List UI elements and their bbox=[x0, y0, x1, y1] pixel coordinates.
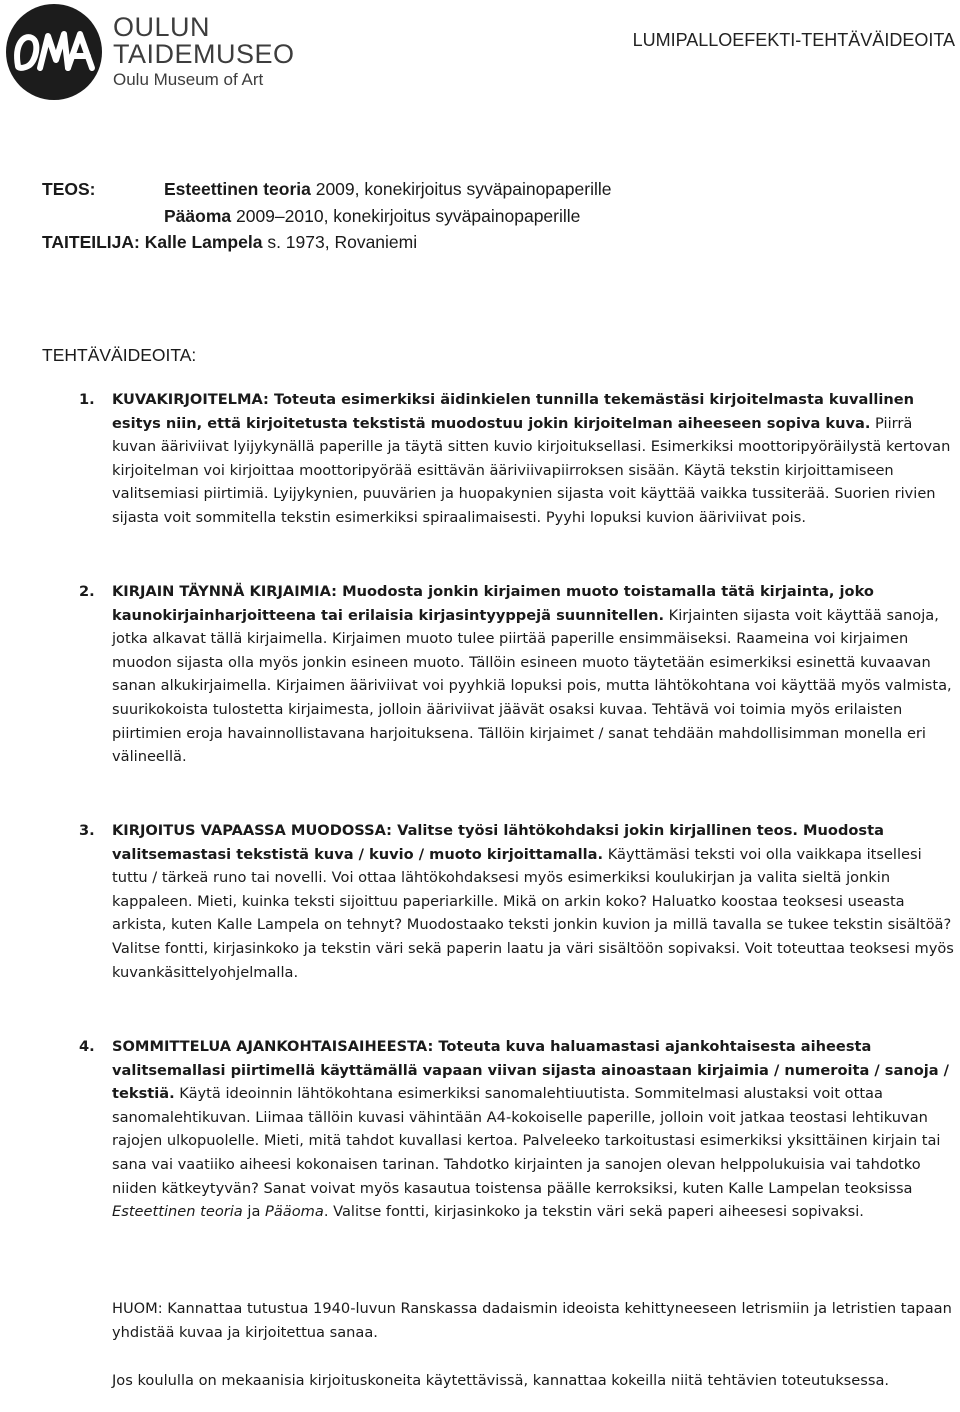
tasks-heading: TEHTÄVÄIDEOITA: bbox=[42, 345, 197, 365]
work-label: TEOS: bbox=[42, 179, 96, 199]
artist-detail: s. 1973, Rovaniemi bbox=[262, 232, 418, 252]
task-body: Kirjainten sijasta voit käyttää sanoja, jotka alkavat tällä kirjaimella. Kirjaimen muoto tulee piirtää paperille ensimmäiseksi. Raameina voi kirjaimen muodon sijasta olla myös jonkin esineen muoto. Tällöin esineen muoto täytetään esimerkiksi esinettä kuvaavan sanan alkukirjaimella. Kirjaimen ääriviivat voi pyyhkiä lopuksi pois, mutta lähtökohtana voi käyttää myös valmista, suurikokoista tulostetta kirjaimesta, jolloin ääriviivat jäävät osaksi kuvaa. Tehtävä voi toimia myös erilaisten piirtimien eroja havainnollistavana harjoituksena. Tällöin kirjaimet / sanat tehdään mahdollisimman monella eri välineellä. bbox=[112, 606, 952, 766]
museum-logo bbox=[6, 4, 306, 100]
work-reference-2: Pääoma bbox=[265, 1203, 324, 1221]
task-number: 3. bbox=[79, 822, 95, 839]
task-text bbox=[112, 819, 957, 984]
artist-name: Kalle Lampela bbox=[144, 232, 263, 252]
task-item-1 bbox=[79, 388, 957, 530]
task-body: Käyttämäsi teksti voi olla vaikkapa itsellesi tuttu / tärkeä runo tai novelli. Voi ottaa lähtökohdaksesi myös esimerkiksi koulukirjan ja valita sieltä jonkin kappaleen. Mieti, kuinka teksti sijoittuu paperiarkille. Mikä on arkin koko? Haluatko koostaa teoksesi useasta arkista, kuten Kalle Lampela on tehnyt? Muodostaako teksti jonkin kuvion ja millä tavalla se tukee tekstin sisältöä? Valitse fontti, kirjasinkoko ja tekstin väri sekä paperin laatu ja väri sisältöön sopivaksi. Voit toteuttaa teoksesi myös kuvankäsittelyohjelmalla. bbox=[112, 845, 954, 981]
task-text bbox=[112, 388, 957, 530]
task-item-4 bbox=[79, 1035, 957, 1224]
task-number: 2. bbox=[79, 583, 95, 600]
task-body-c: . Valitse fontti, kirjasinkoko ja tekstin väri sekä paperi aiheesesi sopivaksi. bbox=[323, 1203, 864, 1221]
logo-line-taidemuseo: TAIDEMUSEO bbox=[113, 39, 295, 69]
note-text: HUOM: Kannattaa tutustua 1940-luvun Ranskassa dadaismin ideoista kehittyneeseen letrismiin ja letristien tapaan yhdistää kuvaa ja kirjoitettua sanaa. bbox=[112, 1300, 952, 1341]
work-detail-2: 2009–2010, konekirjoitus syväpainopaperille bbox=[231, 205, 581, 226]
logo-mark-icon bbox=[6, 4, 102, 100]
work-row-2 bbox=[42, 203, 611, 230]
task-number: 4. bbox=[79, 1038, 95, 1055]
note-typewriters bbox=[112, 1369, 957, 1393]
note-text: Jos koululla on mekaanisia kirjoituskoneita käytettävissä, kannattaa kokeilla niitä tehtävien toteutuksessa. bbox=[112, 1372, 890, 1389]
document-title: LUMIPALLOEFEKTI-TEHTÄVÄIDEOITA bbox=[632, 30, 955, 50]
task-body-b: ja bbox=[242, 1203, 266, 1221]
logo-line-english: Oulu Museum of Art bbox=[113, 70, 264, 89]
task-body: Piirrä kuvan ääriviivat lyijykynällä paperille ja täytä sitten kuvio kirjoituksellasi. Esimerkiksi moottoripyöräilystä kertovan kirjoitelman voi kirjoittaa moottoripyörää esittävän ääriviivapiirroksen sisään. Käytä tekstin kirjoittamiseen valitsemiasi piirtimiä. Lyijykynien, puuvärien ja huopakynien sijasta voit käyttää vaikka tussiterää. Suorien rivien sijasta voit sommitella tekstin esimerkiksi spiraalimaisesti. Pyyhi lopuksi kuvion ääriviivat pois. bbox=[112, 414, 951, 526]
task-item-3 bbox=[79, 819, 957, 984]
work-title-1: Esteettinen teoria bbox=[164, 179, 311, 199]
task-text bbox=[112, 1035, 957, 1224]
note-letrism bbox=[112, 1297, 957, 1344]
logo-wordmark bbox=[113, 14, 295, 90]
task-lead: SOMMITTELUA AJANKOHTAISAIHEESTA: Toteuta kuva haluamastasi ajankohtaisesta aiheesta valitsemallasi piirtimellä käyttämällä vapaan viivan sijasta ainoastaan kirjaimia / numeroita / sanoja / tekstiä. bbox=[112, 1038, 950, 1103]
work-title-2: Pääoma bbox=[164, 205, 232, 226]
artist-label: TAITEILIJA: bbox=[42, 232, 140, 252]
work-detail-1: 2009, konekirjoitus syväpainopaperille bbox=[310, 179, 612, 199]
task-lead: KIRJOITUS VAPAASSA MUODOSSA: Valitse työsi lähtökohdaksi jokin kirjallinen teos. Muodosta valitsemastasi tekstistä kuva / kuvio / muoto kirjoittamalla. bbox=[112, 822, 884, 863]
task-item-2 bbox=[79, 580, 957, 769]
task-text bbox=[112, 580, 957, 769]
task-number: 1. bbox=[79, 391, 95, 408]
work-reference-1: Esteettinen teoria bbox=[112, 1203, 243, 1221]
logo-line-oulun: OULUN bbox=[113, 12, 211, 42]
task-lead: KIRJAIN TÄYNNÄ KIRJAIMIA: Muodosta jonkin kirjaimen muoto toistamalla tätä kirjainta, joko kaunokirjainharjoitteena tai erilaisia kirjasintyyppejä suunnitellen. bbox=[112, 583, 874, 624]
work-row-1 bbox=[42, 176, 611, 203]
task-body-a: Käytä ideoinnin lähtökohtana esimerkiksi sanomalehtiuutista. Sommitelmasi alustaksi voit ottaa sanomalehtikuvan. Liimaa tällöin kuvasi vähintään A4-kokoiselle paperille, jolloin voit jatkaa teostasi lehtikuvan rajojen ulkopuolelle. Mieti, mitä tahdot kuvallasi kertoa. Palveleeko tarkoitustasi esimerkiksi yksittäinen kirjain tai sana vai vaatiiko aiheesi kokonaisen tarinan. Tahdotko kirjainten ja sanojen olevan helppolukuisia vai tahdotko niiden kätkeytyvän? Sanat voivat myös kasautua toistensa päälle kerroksiksi, kuten Kalle Lampelan teoksissa bbox=[112, 1085, 941, 1197]
task-lead: KUVAKIRJOITELMA: Toteuta esimerkiksi äidinkielen tunnilla tekemästäsi kirjoitelmasta kuvallinen esitys niin, että kirjoitetusta tekstistä muodostuu jokin kirjoitelman aiheeseen sopiva kuva. bbox=[112, 391, 915, 432]
logo-mark-graphic bbox=[6, 4, 102, 100]
artist-row bbox=[42, 229, 611, 256]
work-info bbox=[42, 176, 611, 256]
